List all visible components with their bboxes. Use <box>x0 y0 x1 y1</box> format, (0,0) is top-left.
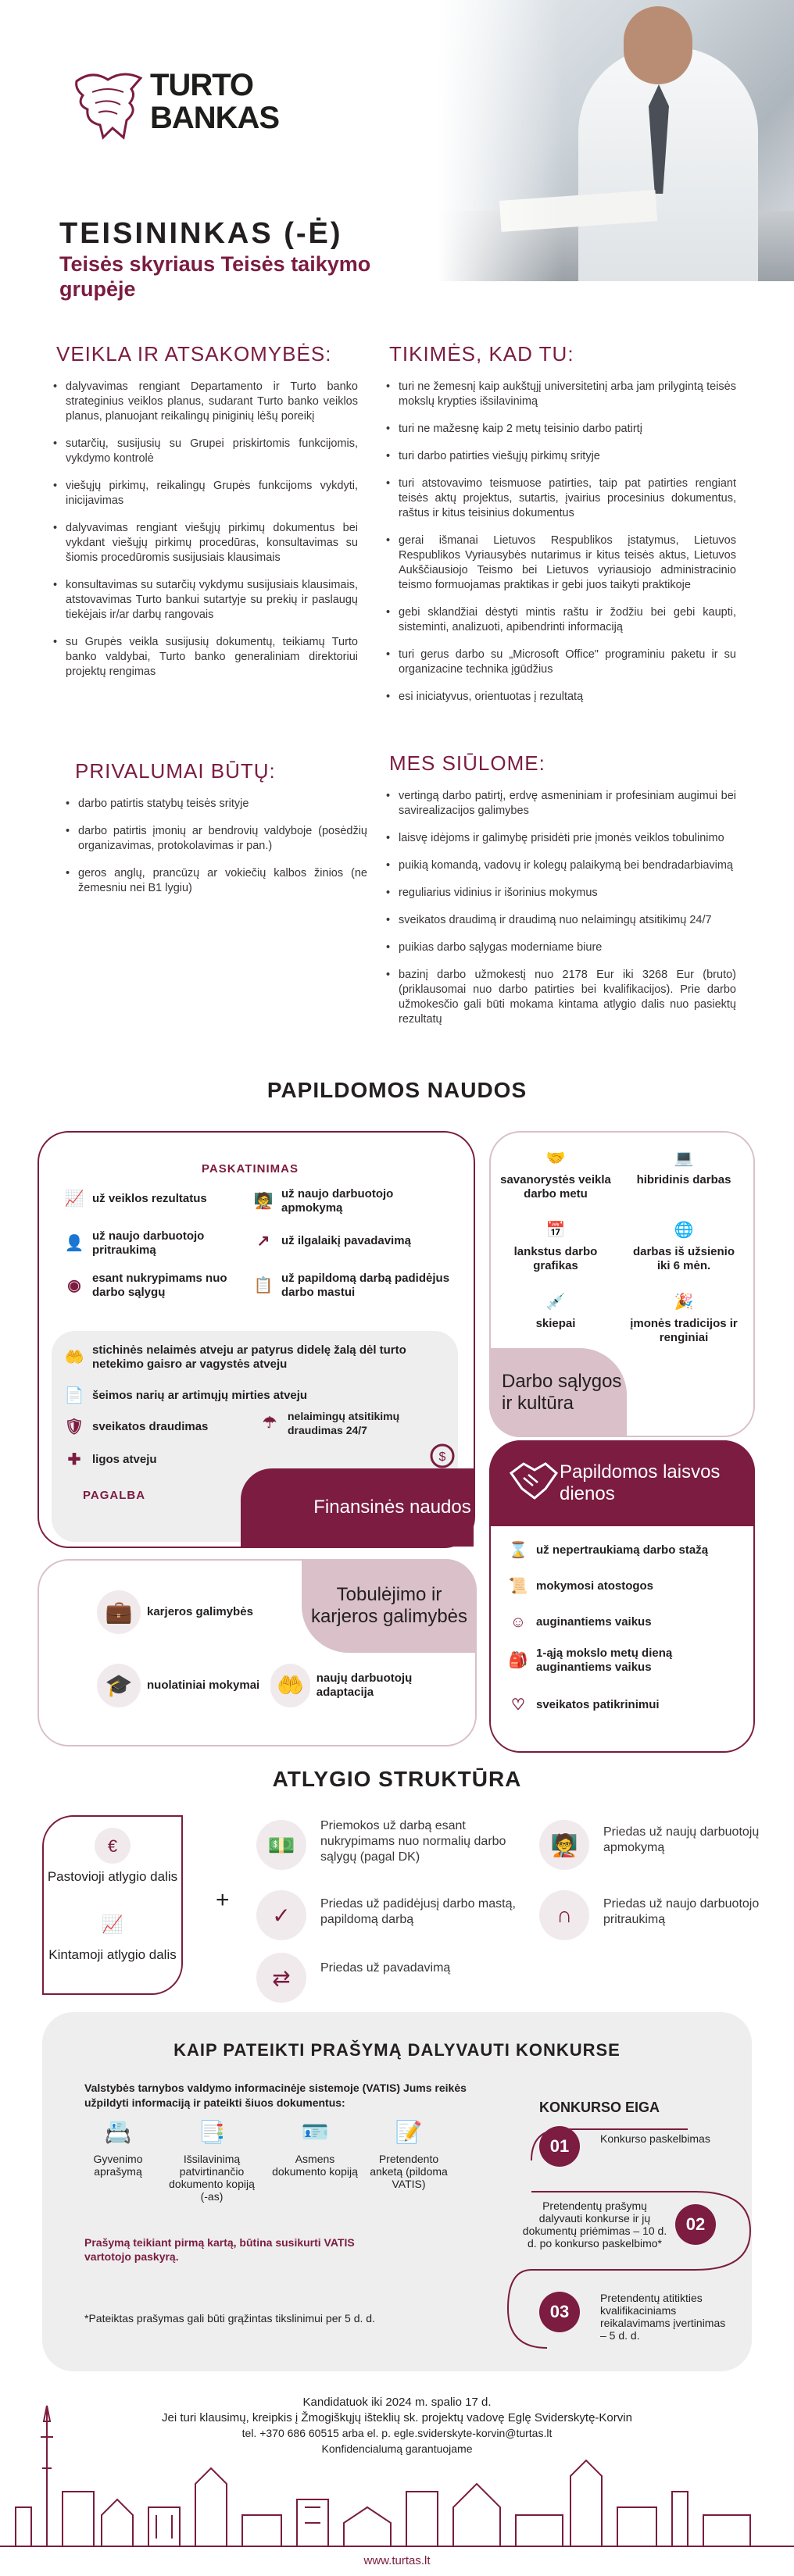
step-text: Pretendentų prašymų dalyvauti konkurse ir jų dokumentų priėmimas – 10 d. d. po konkurso paskelbimo* <box>522 2200 667 2250</box>
diploma-icon: 📑 <box>198 2120 226 2144</box>
support-item: 🛡 sveikatos draudimas <box>63 1415 250 1439</box>
list-item: • laisvę idėjoms ir galimybę prisidėti prie įmonės veiklos tobulinimo <box>384 831 736 846</box>
money-hands-icon <box>417 1440 467 1495</box>
lion-logo-icon <box>69 66 147 144</box>
duties-heading: VEIKLA IR ATSAKOMYBĖS: <box>56 342 332 366</box>
presentation-icon: 🧑‍🏫 <box>253 1193 274 1210</box>
onboarding-icon: 🤲 <box>270 1664 310 1707</box>
step-number: 01 <box>539 2126 580 2167</box>
list-item: • bazinį darbo užmokestį nuo 2178 Eur iki 3268 Eur (bruto) (priklausomai nuo darbo patirties bei kvalifikacijos). Prie darbo užmokesčio gali būti mokama kintama atlygio dalis nuo pasiektų rezultatų <box>384 968 736 1027</box>
incentive-item: 📋 už papildomą darbą padidėjus darbo mastui <box>252 1272 455 1300</box>
days-item: ☺ auginantiems vaikus <box>506 1611 749 1634</box>
briefcase-icon: 💼 <box>97 1590 141 1634</box>
step-number: 03 <box>539 2292 580 2332</box>
eye-icon: ◉ <box>67 1277 81 1294</box>
list-item: • esi iniciatyvus, orientuotas į rezultatą <box>384 690 736 705</box>
list-item: • reguliarius vidinius ir išorinius mokymus <box>384 886 736 901</box>
list-item: • geros anglų, prancūzų ar vokiečių kalbos žinios (ne žemesniu nei B1 lygiu) <box>64 866 367 896</box>
people-swap-icon: ⇄ <box>256 1953 306 2003</box>
days-item: 📜 mokymosi atostogos <box>506 1575 749 1598</box>
conditions-item: 📅 lankstus darbo grafikas <box>497 1218 614 1273</box>
list-item: • konsultavimas su sutarčių vykdymu susijusiais klausimais, atstovavimas Turto bankui sutartyje su prekių ir paslaugų tiekėjais ir/ar darbų rangovais <box>52 578 358 623</box>
child-icon: ☺ <box>510 1614 527 1631</box>
pay-item: Priedas už padidėjusį darbo mastą, papildomą darbą <box>320 1897 516 1926</box>
privacy-text: Konfidencialumą garantuojame <box>321 2442 473 2455</box>
list-item: • vertingą darbo patirtį, erdvę asmeniniam ir profesiniam augimui bei savirealizacijos galimybes <box>384 789 736 819</box>
graduation-cap-icon: 🎓 <box>97 1664 141 1707</box>
incentive-item: ↗ už ilgalaikį pavadavimą <box>252 1229 439 1253</box>
step-text: Konkurso paskelbimas <box>600 2132 710 2145</box>
form-icon: 📝 <box>395 2120 423 2144</box>
job-subtitle: Teisės skyriaus Teisės taikymo grupėje <box>59 252 371 301</box>
hourglass-icon: ⌛ <box>508 1542 528 1559</box>
career-item: 🤲 naujų darbuotojų adaptacija <box>270 1664 458 1707</box>
incentive-item: ◉ esant nukrypimams nuo darbo sąlygų <box>63 1272 234 1300</box>
money-icon: € <box>95 1828 131 1864</box>
requirements-list <box>384 380 736 717</box>
support-item: ✚ ligos atveju <box>63 1448 250 1472</box>
process-heading: KONKURSO EIGA <box>539 2100 660 2115</box>
handshake-icon <box>506 1450 561 1512</box>
growth-icon: 📈 <box>95 1906 131 1942</box>
list-item: • su Grupės veikla susijusių dokumentų, teikiamų Turto banko valdybai, Turto banko generaliniam direktoriui projektų rengimas <box>52 635 358 680</box>
calendar-icon: 📅 <box>545 1222 566 1239</box>
conditions-label: Darbo sąlygos ir kultūra <box>489 1348 627 1437</box>
support-title: PAGALBA <box>83 1489 146 1502</box>
career-item: 🎓 nuolatiniai mokymai <box>97 1664 269 1707</box>
syringe-icon: 💉 <box>545 1293 566 1311</box>
days-item: ♡ sveikatos patikrinimui <box>506 1693 749 1717</box>
list-item: • dalyvavimas rengiant Departamento ir Turto banko strateginius veiklos planus, sudarant Turto banko veiklos planus, planuojant reikalingų piniginių lėšų poreikį <box>52 380 358 424</box>
cv-icon: 📇 <box>104 2120 132 2144</box>
step-text: Pretendentų atitikties kvalifikaciniams reikalavimams įvertinimas – 5 d. d. <box>600 2292 726 2342</box>
apply-footnote: *Pateiktas prašymas gali būti grąžintas tikslinimui per 5 d. d. <box>84 2312 375 2324</box>
days-label: Papildomos laisvos dienos <box>489 1440 755 1526</box>
incentive-item: 📈 už veiklos rezultatus <box>63 1187 234 1211</box>
phone-text: tel. +370 686 60515 arba el. p. egle.sviderskyte-korvin@turtas.lt <box>241 2427 553 2439</box>
deadline-text: Kandidatuok iki 2024 m. spalio 17 d. <box>302 2396 492 2409</box>
trainer-icon: 🧑‍🏫 <box>539 1820 589 1870</box>
advantages-heading: PRIVALUMAI BŪTŲ: <box>75 759 276 783</box>
document-icon: 📄 <box>64 1387 84 1404</box>
turto-bankas-logo: TURTO BANKAS <box>69 66 241 144</box>
pay-item: Priedas už naujų darbuotojų apmokymą <box>603 1825 760 1854</box>
doc-item: 📝 Pretendento anketą (pildoma VATIS) <box>366 2117 452 2190</box>
pay-item: Priedas už naujo darbuotojo pritraukimą <box>603 1897 760 1926</box>
svg-text:$: $ <box>438 1450 446 1464</box>
website-link[interactable]: www.turtas.lt <box>363 2554 431 2567</box>
career-item: 💼 karjeros galimybės <box>97 1590 269 1634</box>
list-item: • gerai išmanai Lietuvos Respublikos įstatymus, Lietuvos Respublikos Vyriausybės nutarimus ir kitus teisės aktus, Lietuvos Aukščiausiojo Teismo bei Lietuvos vyriausiojo administracinio teismo formuojamas praktikas ir gebi juos taikyti praktikoje <box>384 533 736 593</box>
pay-item: Priedas už pavadavimą <box>320 1961 451 1975</box>
backpack-icon: 🎒 <box>508 1652 528 1669</box>
support-item: 🤲 stichinės nelaimės atveju ar patyrus didelę žalą dėl turto netekimo gaisro ar vagystės atveju <box>63 1343 453 1372</box>
plus-sign: + <box>216 1887 230 1913</box>
doc-item: 🪪 Asmens dokumento kopiją <box>272 2117 358 2178</box>
id-card-icon: 🪪 <box>301 2120 329 2144</box>
doc-item: 📑 Išsilavinimą patvirtinančio dokumento kopiją (-as) <box>169 2117 255 2203</box>
list-item: • puikias darbo sąlygas moderniame biure <box>384 940 736 955</box>
benefits-heading: PAPILDOMOS NAUDOS <box>266 1078 528 1102</box>
trend-up-icon: ↗ <box>256 1233 270 1250</box>
hand-money-icon: 💵 <box>256 1820 306 1870</box>
career-label: Tobulėjimo ir karjeros galimybės <box>302 1559 477 1653</box>
list-item: • turi ne žemesnį kaip aukštųjį universitetinį arba jam prilygintą teisės mokslų krypties išsilavinimą <box>384 380 736 409</box>
list-item: • turi darbo patirties viešųjų pirkimų srityje <box>384 449 736 464</box>
hands-icon: 🤲 <box>64 1349 84 1366</box>
checkmark-clock-icon: ✓ <box>256 1890 306 1940</box>
conditions-item: 💻 hibridinis darbas <box>625 1147 742 1187</box>
list-item: • gebi sklandžiai dėstyti mintis raštu ir žodžiu bei gebi kaupti, sisteminti, analizuoti, apibendrinti informaciją <box>384 605 736 635</box>
globe-icon: 🌐 <box>674 1222 694 1239</box>
list-item: • dalyvavimas rengiant viešųjų pirkimų dokumentus bei vykdant viešųjų pirkimų procedūras, konsultavimas su šiomis procedūromis susijusiais klausimais <box>52 521 358 566</box>
days-item: 🎒 1-ąją mokslo metų dieną auginantiems vaikus <box>506 1647 749 1675</box>
incentives-title: PASKATINIMAS <box>202 1162 299 1176</box>
step-number: 02 <box>675 2204 716 2245</box>
requirements-heading: TIKIMĖS, KAD TU: <box>389 342 574 366</box>
doc-item: 📇 Gyvenimo aprašymą <box>75 2117 161 2178</box>
party-icon: 🎉 <box>674 1293 694 1311</box>
user-search-icon: 👤 <box>64 1235 84 1252</box>
city-skyline-icon <box>0 2390 794 2562</box>
list-item: • turi gerus darbo su „Microsoft Office" programiniu paketu ir su organizacine technika įgūdžius <box>384 648 736 677</box>
hero-photo <box>438 0 794 281</box>
laptop-icon: 💻 <box>674 1150 694 1167</box>
support-item: 📄 šeimos narių ar artimųjų mirties atveju <box>63 1384 453 1408</box>
list-item: • turi atstovavimo teismuose patirties, taip pat patirties rengiant teisės aktų projektus, sutartis, įvairius procesinius dokumentus, raštus ir kitus teisinius dokumentus <box>384 476 736 521</box>
conditions-item: 🎉 įmonės tradicijos ir renginiai <box>625 1290 742 1345</box>
magnet-icon: ∩ <box>539 1890 589 1940</box>
list-item: • darbo patirtis statybų teisės srityje <box>64 797 367 812</box>
pay-item: Priemokos už darbą esant nukrypimams nuo normalių darbo sąlygų (pagal DK) <box>320 1819 506 1864</box>
list-item: • darbo patirtis įmonių ar bendrovių valdyboje (posėdžių organizavimas, protokolavimas ir pan.) <box>64 824 367 854</box>
shield-icon: 🛡 <box>64 1418 84 1436</box>
heartbeat-icon: ♡ <box>511 1697 525 1714</box>
list-item: • viešųjų pirkimų, reikalingų Grupės funkcijoms vykdyti, inicijavimas <box>52 479 358 508</box>
incentive-item: 👤 už naujo darbuotojo pritraukimą <box>63 1229 234 1258</box>
umbrella-icon: ☂ <box>263 1415 277 1432</box>
apply-heading: KAIP PATEIKTI PRAŠYMĄ DALYVAUTI KONKURSE <box>173 2040 621 2060</box>
conditions-item: 💉 skiepai <box>497 1290 614 1331</box>
fixed-pay: € Pastovioji atlygio dalis <box>42 1828 183 1885</box>
conditions-item: 🌐 darbas iš užsienio iki 6 mėn. <box>625 1218 742 1273</box>
medical-icon: ✚ <box>67 1451 81 1468</box>
advantages-list <box>64 797 367 908</box>
apply-note: Prašymą teikiant pirmą kartą, būtina susikurti VATIS vartotojo paskyrą. <box>84 2236 355 2263</box>
clipboard-icon: 📋 <box>253 1277 274 1294</box>
offer-list <box>384 789 736 1040</box>
list-item: • sutarčių, susijusių su Grupei priskirtomis funkcijomis, vykdymo kontrolė <box>52 437 358 466</box>
list-item: • puikią komandą, vadovų ir kolegų palaikymą bei bendradarbiavimą <box>384 858 736 873</box>
apply-intro: Valstybės tarnybos valdymo informacinėje sistemoje (VATIS) Jums reikės užpildyti informaciją ir pateikti šiuos dokumentus: <box>84 2082 467 2109</box>
pay-heading: ATLYGIO STRUKTŪRA <box>272 1767 522 1791</box>
list-item: • sveikatos draudimą ir draudimą nuo nelaimingų atsitikimų 24/7 <box>384 913 736 928</box>
conditions-item: 🤝 savanorystės veikla darbo metu <box>497 1147 614 1201</box>
contact-text: Jei turi klausimų, kreipkis į Žmogiškųjų išteklių sk. projektų vadovę Eglę Sviderskytę-Korvin <box>162 2411 632 2424</box>
days-item: ⌛ už nepertraukiamą darbo stažą <box>506 1539 749 1562</box>
incentive-item: 🧑‍🏫 už naujo darbuotojo apmokymą <box>252 1187 439 1215</box>
list-item: • turi ne mažesnę kaip 2 metų teisinio darbo patirtį <box>384 422 736 437</box>
support-item: ☂ nelaimingų atsitikimų draudimas 24/7 <box>258 1409 445 1437</box>
bar-chart-icon: 📈 <box>64 1190 84 1208</box>
job-title: TEISININKAS (-Ė) <box>59 217 343 250</box>
financial-label: Finansinės naudos <box>241 1468 474 1547</box>
offer-heading: MES SIŪLOME: <box>389 751 545 775</box>
hand-heart-icon: 🤝 <box>545 1150 566 1167</box>
duties-list <box>52 380 358 692</box>
variable-pay: 📈 Kintamoji atlygio dalis <box>42 1906 183 1963</box>
certificate-icon: 📜 <box>508 1578 528 1595</box>
